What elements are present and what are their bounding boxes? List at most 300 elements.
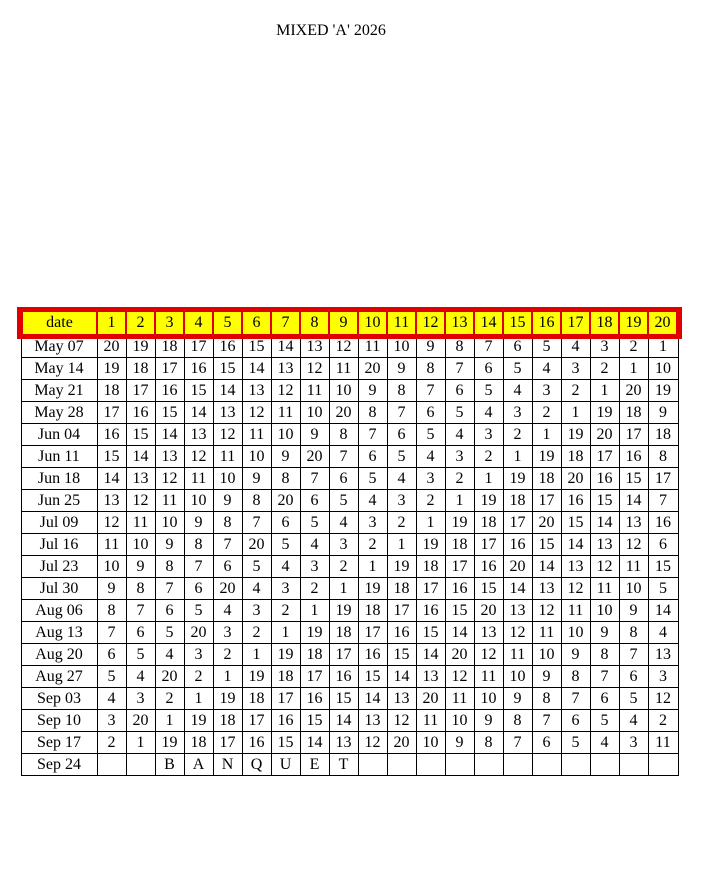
opponent-cell: 2 [213, 644, 242, 666]
opponent-cell: 1 [155, 710, 184, 732]
opponent-cell: 16 [648, 512, 678, 534]
opponent-cell: 15 [416, 622, 445, 644]
opponent-cell: 8 [387, 380, 416, 402]
date-cell: Jun 25 [21, 490, 97, 512]
opponent-cell: 16 [213, 335, 242, 358]
opponent-cell: 20 [271, 490, 300, 512]
opponent-cell: 12 [561, 578, 590, 600]
opponent-cell: 18 [445, 534, 474, 556]
schedule-row [21, 424, 678, 446]
opponent-cell: 19 [590, 402, 619, 424]
schedule-row [21, 380, 678, 402]
opponent-cell: 12 [590, 556, 619, 578]
opponent-cell: 2 [329, 556, 358, 578]
opponent-cell: 18 [242, 688, 271, 710]
opponent-cell: 3 [358, 512, 387, 534]
opponent-cell: 10 [97, 556, 126, 578]
date-cell: Aug 27 [21, 666, 97, 688]
opponent-cell: 15 [97, 446, 126, 468]
opponent-cell: 13 [619, 512, 648, 534]
opponent-cell: 6 [126, 622, 155, 644]
opponent-cell: 8 [619, 622, 648, 644]
opponent-cell: 10 [561, 622, 590, 644]
opponent-cell: 9 [590, 622, 619, 644]
opponent-cell: 2 [242, 622, 271, 644]
opponent-cell: 15 [445, 600, 474, 622]
schedule-row [21, 490, 678, 512]
opponent-cell: 13 [271, 358, 300, 380]
opponent-cell: 18 [126, 358, 155, 380]
opponent-cell: 2 [503, 424, 532, 446]
opponent-cell: 8 [445, 335, 474, 358]
schedule-row [21, 402, 678, 424]
opponent-cell: 20 [387, 732, 416, 754]
opponent-cell: 5 [474, 380, 503, 402]
opponent-cell: 1 [445, 490, 474, 512]
opponent-cell [590, 754, 619, 776]
opponent-cell [619, 754, 648, 776]
opponent-cell: 11 [503, 644, 532, 666]
date-cell: Aug 20 [21, 644, 97, 666]
opponent-cell: 9 [358, 380, 387, 402]
opponent-cell: 4 [619, 710, 648, 732]
opponent-cell: 13 [532, 578, 561, 600]
opponent-cell: 19 [126, 335, 155, 358]
opponent-cell: 16 [300, 688, 329, 710]
opponent-cell: 16 [474, 556, 503, 578]
date-cell: Aug 06 [21, 600, 97, 622]
opponent-cell: 11 [561, 600, 590, 622]
opponent-cell: 20 [358, 358, 387, 380]
opponent-cell: 14 [619, 490, 648, 512]
opponent-cell: 8 [561, 666, 590, 688]
opponent-cell: 3 [387, 490, 416, 512]
opponent-cell: 18 [416, 556, 445, 578]
opponent-cell: 3 [242, 600, 271, 622]
opponent-cell: 5 [358, 468, 387, 490]
opponent-cell: 5 [561, 732, 590, 754]
opponent-cell: 1 [387, 534, 416, 556]
opponent-cell: 8 [329, 424, 358, 446]
opponent-cell: 10 [474, 688, 503, 710]
opponent-cell: 9 [155, 534, 184, 556]
opponent-cell: 14 [329, 710, 358, 732]
opponent-cell: 6 [213, 556, 242, 578]
schedule-row [21, 600, 678, 622]
schedule-row [21, 468, 678, 490]
opponent-cell: 2 [445, 468, 474, 490]
opponent-cell: 2 [300, 578, 329, 600]
opponent-cell: 13 [648, 644, 678, 666]
opponent-cell: 12 [155, 468, 184, 490]
opponent-cell: 11 [329, 358, 358, 380]
header-team-cell: 1 [97, 311, 126, 335]
opponent-cell: 12 [619, 534, 648, 556]
opponent-cell: 6 [503, 335, 532, 358]
opponent-cell: 10 [184, 490, 213, 512]
opponent-cell: B [155, 754, 184, 776]
opponent-cell: 13 [213, 402, 242, 424]
opponent-cell: 9 [648, 402, 678, 424]
opponent-cell: 16 [445, 578, 474, 600]
opponent-cell: 18 [387, 578, 416, 600]
header-team-cell: 8 [300, 311, 329, 335]
schedule-row [21, 534, 678, 556]
opponent-cell [561, 754, 590, 776]
opponent-cell: 13 [590, 534, 619, 556]
opponent-cell: 16 [619, 446, 648, 468]
opponent-cell [532, 754, 561, 776]
opponent-cell: 8 [155, 556, 184, 578]
opponent-cell: 14 [184, 402, 213, 424]
header-team-cell: 16 [532, 311, 561, 335]
opponent-cell: 2 [590, 358, 619, 380]
opponent-cell: 18 [532, 468, 561, 490]
opponent-cell: 9 [619, 600, 648, 622]
opponent-cell: 19 [242, 666, 271, 688]
opponent-cell: 6 [155, 600, 184, 622]
opponent-cell: 9 [242, 468, 271, 490]
opponent-cell: 7 [503, 732, 532, 754]
opponent-cell: 8 [358, 402, 387, 424]
opponent-cell: 15 [126, 424, 155, 446]
opponent-cell: 15 [561, 512, 590, 534]
opponent-cell: 19 [648, 380, 678, 402]
opponent-cell: 19 [445, 512, 474, 534]
opponent-cell: 19 [358, 578, 387, 600]
opponent-cell: 20 [300, 446, 329, 468]
opponent-cell: 17 [503, 512, 532, 534]
opponent-cell: 6 [532, 732, 561, 754]
opponent-cell: 6 [329, 468, 358, 490]
opponent-cell: 4 [213, 600, 242, 622]
opponent-cell: 10 [387, 335, 416, 358]
opponent-cell: 12 [126, 490, 155, 512]
opponent-cell: 19 [271, 644, 300, 666]
opponent-cell: 5 [97, 666, 126, 688]
opponent-cell: 13 [474, 622, 503, 644]
opponent-cell: 13 [300, 335, 329, 358]
opponent-cell: 2 [416, 490, 445, 512]
opponent-cell: 17 [126, 380, 155, 402]
opponent-cell [416, 754, 445, 776]
opponent-cell: E [300, 754, 329, 776]
opponent-cell: 5 [590, 710, 619, 732]
opponent-cell [445, 754, 474, 776]
opponent-cell: 16 [561, 490, 590, 512]
header-team-cell: 7 [271, 311, 300, 335]
opponent-cell: 20 [503, 556, 532, 578]
opponent-cell: 12 [97, 512, 126, 534]
date-cell: May 28 [21, 402, 97, 424]
opponent-cell: 13 [387, 688, 416, 710]
opponent-cell: 18 [300, 644, 329, 666]
opponent-cell: 18 [648, 424, 678, 446]
opponent-cell: 11 [97, 534, 126, 556]
opponent-cell: 18 [474, 512, 503, 534]
opponent-cell: 6 [271, 512, 300, 534]
opponent-cell [97, 754, 126, 776]
opponent-cell: 12 [329, 335, 358, 358]
opponent-cell: 17 [416, 578, 445, 600]
opponent-cell: 7 [416, 380, 445, 402]
opponent-cell: 12 [648, 688, 678, 710]
opponent-cell: 5 [532, 335, 561, 358]
opponent-cell: 7 [242, 512, 271, 534]
opponent-cell: 15 [590, 490, 619, 512]
opponent-cell: 12 [213, 424, 242, 446]
opponent-cell: 19 [474, 490, 503, 512]
header-team-cell: 20 [648, 311, 678, 335]
opponent-cell: 4 [648, 622, 678, 644]
opponent-cell: 2 [474, 446, 503, 468]
opponent-cell: 11 [126, 512, 155, 534]
opponent-cell: 4 [387, 468, 416, 490]
opponent-cell: 11 [242, 424, 271, 446]
opponent-cell: 17 [358, 622, 387, 644]
opponent-cell: 15 [155, 402, 184, 424]
date-cell: Sep 24 [21, 754, 97, 776]
opponent-cell: 1 [561, 402, 590, 424]
opponent-cell: 3 [561, 358, 590, 380]
opponent-cell: 9 [271, 446, 300, 468]
opponent-cell: 6 [300, 490, 329, 512]
opponent-cell: 6 [358, 446, 387, 468]
opponent-cell [474, 754, 503, 776]
schedule-row [21, 578, 678, 600]
opponent-cell: 3 [126, 688, 155, 710]
opponent-cell: 15 [532, 534, 561, 556]
opponent-cell: 4 [590, 732, 619, 754]
opponent-cell: 17 [474, 534, 503, 556]
opponent-cell: 10 [503, 666, 532, 688]
date-cell: Jun 04 [21, 424, 97, 446]
date-cell: Jun 11 [21, 446, 97, 468]
date-cell: Sep 03 [21, 688, 97, 710]
opponent-cell: 10 [126, 534, 155, 556]
opponent-cell: 6 [184, 578, 213, 600]
opponent-cell: 3 [474, 424, 503, 446]
header-team-cell: 4 [184, 311, 213, 335]
opponent-cell: 3 [271, 578, 300, 600]
opponent-cell: 14 [300, 732, 329, 754]
opponent-cell: 7 [619, 644, 648, 666]
opponent-cell: 17 [619, 424, 648, 446]
header-team-cell: 13 [445, 311, 474, 335]
opponent-cell: 1 [184, 688, 213, 710]
header-date-cell: date [21, 311, 97, 335]
opponent-cell: 7 [358, 424, 387, 446]
opponent-cell: 14 [445, 622, 474, 644]
opponent-cell: 13 [329, 732, 358, 754]
date-cell: Jul 30 [21, 578, 97, 600]
opponent-cell: 20 [532, 512, 561, 534]
opponent-cell: 20 [561, 468, 590, 490]
opponent-cell: 15 [329, 688, 358, 710]
opponent-cell: 15 [619, 468, 648, 490]
schedule-row [21, 666, 678, 688]
opponent-cell: 20 [329, 402, 358, 424]
opponent-cell: 17 [648, 468, 678, 490]
header-team-cell: 15 [503, 311, 532, 335]
opponent-cell: 19 [532, 446, 561, 468]
opponent-cell: 1 [300, 600, 329, 622]
opponent-cell: 9 [213, 490, 242, 512]
opponent-cell: 14 [155, 424, 184, 446]
opponent-cell: A [184, 754, 213, 776]
opponent-cell: 1 [474, 468, 503, 490]
opponent-cell: 2 [619, 335, 648, 358]
opponent-cell: 3 [213, 622, 242, 644]
opponent-cell: 10 [619, 578, 648, 600]
date-cell: Jul 16 [21, 534, 97, 556]
opponent-cell: 9 [503, 688, 532, 710]
date-cell: Sep 17 [21, 732, 97, 754]
opponent-cell: 2 [271, 600, 300, 622]
opponent-cell: 15 [184, 380, 213, 402]
opponent-cell: 17 [590, 446, 619, 468]
opponent-cell: 14 [387, 666, 416, 688]
date-cell: Jul 23 [21, 556, 97, 578]
opponent-cell: 20 [213, 578, 242, 600]
opponent-cell: 17 [271, 688, 300, 710]
opponent-cell: 19 [184, 710, 213, 732]
opponent-cell: 11 [184, 468, 213, 490]
header-team-cell: 14 [474, 311, 503, 335]
date-cell: Jun 18 [21, 468, 97, 490]
opponent-cell: 15 [213, 358, 242, 380]
opponent-cell: 16 [242, 732, 271, 754]
opponent-cell: 18 [97, 380, 126, 402]
opponent-cell: 6 [416, 402, 445, 424]
opponent-cell: 13 [416, 666, 445, 688]
date-cell: Aug 13 [21, 622, 97, 644]
opponent-cell: 14 [271, 335, 300, 358]
opponent-cell: 13 [358, 710, 387, 732]
opponent-cell: 4 [329, 512, 358, 534]
opponent-cell: 10 [590, 600, 619, 622]
schedule-row [21, 512, 678, 534]
header-team-cell: 11 [387, 311, 416, 335]
opponent-cell: 9 [561, 644, 590, 666]
opponent-cell: 14 [590, 512, 619, 534]
opponent-cell: T [329, 754, 358, 776]
opponent-cell: 13 [184, 424, 213, 446]
opponent-cell: 11 [532, 622, 561, 644]
opponent-cell: 17 [213, 732, 242, 754]
opponent-cell: 2 [97, 732, 126, 754]
opponent-cell: 18 [619, 402, 648, 424]
date-cell: Jul 09 [21, 512, 97, 534]
opponent-cell: 16 [329, 666, 358, 688]
opponent-cell: 20 [126, 710, 155, 732]
opponent-cell: 1 [532, 424, 561, 446]
opponent-cell: 15 [300, 710, 329, 732]
opponent-cell: 7 [155, 578, 184, 600]
opponent-cell: 13 [126, 468, 155, 490]
opponent-cell: 8 [213, 512, 242, 534]
opponent-cell: 2 [532, 402, 561, 424]
opponent-cell: 14 [532, 556, 561, 578]
opponent-cell: 3 [329, 534, 358, 556]
opponent-cell: 19 [300, 622, 329, 644]
opponent-cell: 4 [503, 380, 532, 402]
opponent-cell: 10 [300, 402, 329, 424]
opponent-cell: 1 [648, 335, 678, 358]
opponent-cell: 16 [155, 380, 184, 402]
opponent-cell: 15 [474, 578, 503, 600]
schedule-row [21, 358, 678, 380]
opponent-cell: 17 [532, 490, 561, 512]
opponent-cell: 8 [242, 490, 271, 512]
date-cell: May 21 [21, 380, 97, 402]
opponent-cell: Q [242, 754, 271, 776]
date-cell: May 07 [21, 335, 97, 358]
opponent-cell: 19 [561, 424, 590, 446]
opponent-cell: 18 [213, 710, 242, 732]
opponent-cell: 8 [416, 358, 445, 380]
opponent-cell: 15 [387, 644, 416, 666]
opponent-cell: 4 [416, 446, 445, 468]
opponent-cell: 12 [271, 380, 300, 402]
opponent-cell: 6 [445, 380, 474, 402]
opponent-cell: 19 [97, 358, 126, 380]
opponent-cell: 2 [387, 512, 416, 534]
opponent-cell: 7 [445, 358, 474, 380]
schedule-row [21, 754, 678, 776]
opponent-cell: 5 [126, 644, 155, 666]
opponent-cell: 7 [97, 622, 126, 644]
opponent-cell: 16 [358, 644, 387, 666]
opponent-cell: 9 [126, 556, 155, 578]
opponent-cell: 7 [184, 556, 213, 578]
header-team-cell: 3 [155, 311, 184, 335]
opponent-cell: 8 [97, 600, 126, 622]
header-team-cell: 18 [590, 311, 619, 335]
opponent-cell: 3 [503, 402, 532, 424]
opponent-cell: 13 [155, 446, 184, 468]
opponent-cell: 1 [271, 622, 300, 644]
opponent-cell: 11 [155, 490, 184, 512]
schedule-header-row [21, 311, 678, 335]
opponent-cell: 17 [97, 402, 126, 424]
opponent-cell [387, 754, 416, 776]
opponent-cell: 9 [184, 512, 213, 534]
opponent-cell: 11 [271, 402, 300, 424]
opponent-cell: 19 [329, 600, 358, 622]
opponent-cell: 3 [532, 380, 561, 402]
opponent-cell: 17 [242, 710, 271, 732]
opponent-cell: 8 [590, 644, 619, 666]
opponent-cell: 1 [619, 358, 648, 380]
schedule-title: MIXED 'A' 2026 [276, 22, 386, 39]
opponent-cell: 16 [126, 402, 155, 424]
opponent-cell: 19 [387, 556, 416, 578]
opponent-cell: 11 [474, 666, 503, 688]
opponent-cell: 17 [300, 666, 329, 688]
opponent-cell: 16 [416, 600, 445, 622]
opponent-cell: 17 [184, 335, 213, 358]
opponent-cell: 20 [416, 688, 445, 710]
opponent-cell: 3 [184, 644, 213, 666]
opponent-cell: 12 [242, 402, 271, 424]
opponent-cell: 4 [300, 534, 329, 556]
header-team-cell: 2 [126, 311, 155, 335]
opponent-cell: 4 [445, 424, 474, 446]
opponent-cell: 9 [474, 710, 503, 732]
opponent-cell: 6 [619, 666, 648, 688]
opponent-cell: 7 [300, 468, 329, 490]
